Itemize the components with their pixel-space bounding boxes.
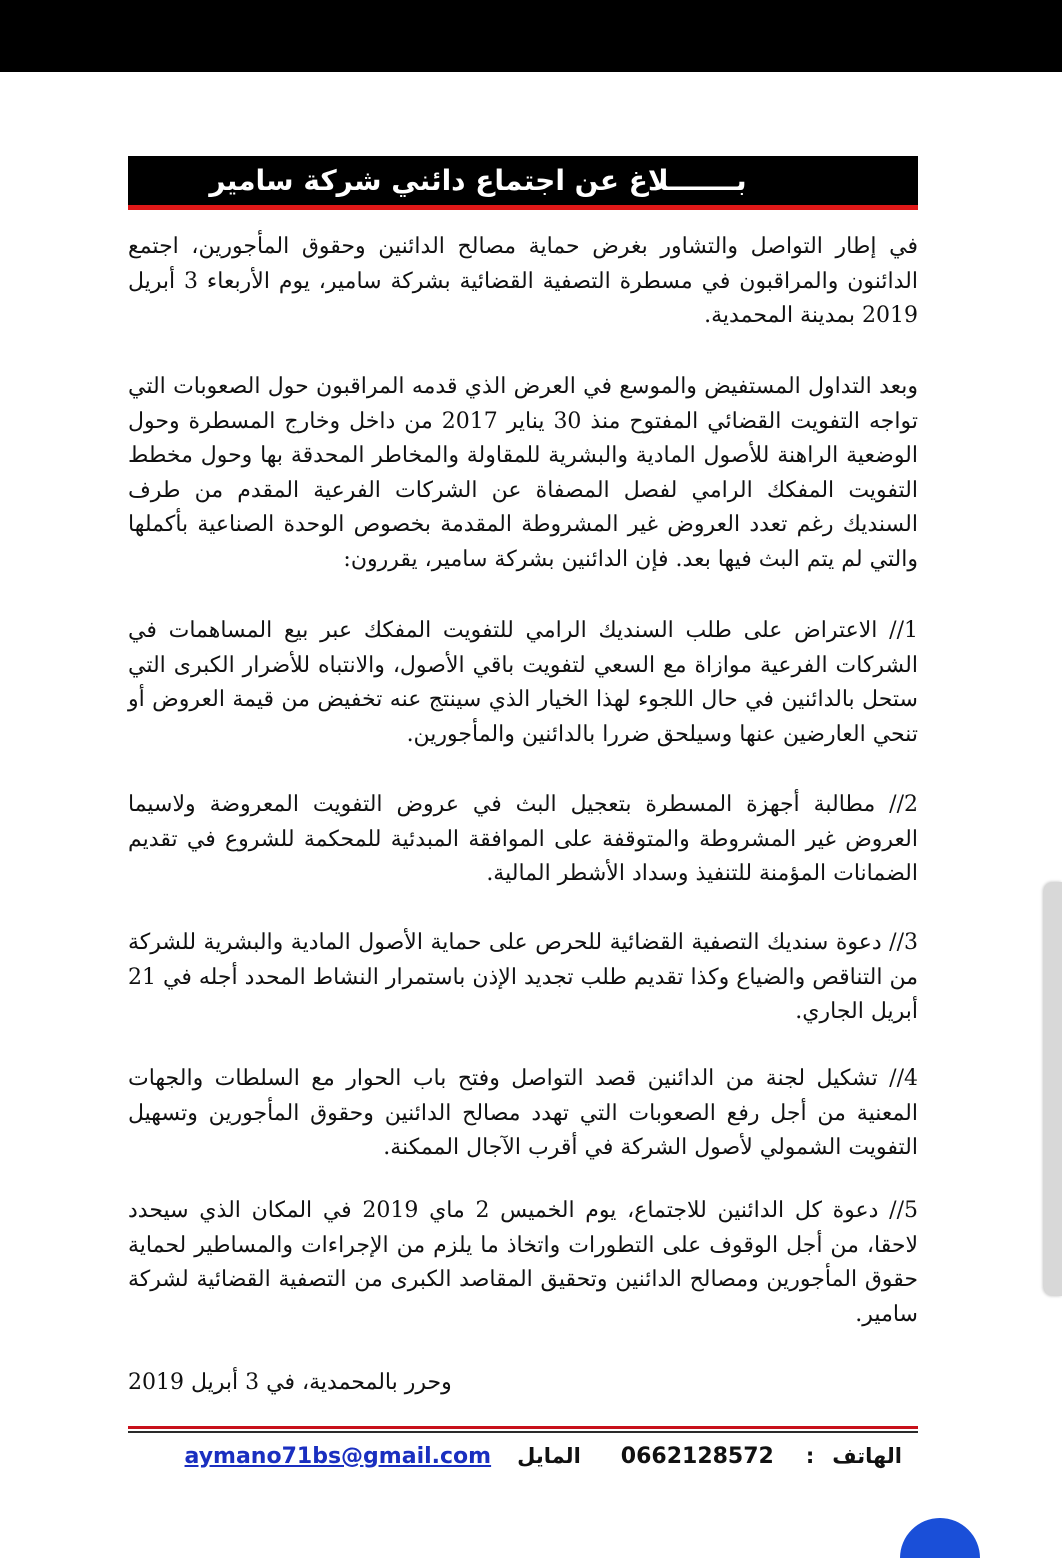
footer-divider [128,1426,918,1433]
paragraph-intro: في إطار التواصل والتشاور بغرض حماية مصالح الدائنين وحقوق المأجورين، اجتمع الدائنون والمراقبون في مسطرة التصفية القضائية بشركة سامير، يوم الأربعاء 3 أبريل 2019 بمدينة المحمدية. [128,234,918,328]
contact-footer [128,1436,918,1476]
document-title: بـــــــلاغ عن اجتماع دائني شركة سامير [209,164,747,197]
resolution-item-4: 4// تشكيل لجنة من الدائنين قصد التواصل وفتح باب الحوار مع السلطات والجهات المعنية من أجل رفع الصعوبات التي تهدد مصالح الدائنين وحقوق المأجورين وتسهيل التفويت الشمولي لأصول الشركة في أقرب الآجال الممكنة. [128,1066,918,1160]
resolution-item-2: 2// مطالبة أجهزة المسطرة بتعجيل البث في عروض التفويت المعروضة ولاسيما العروض غير المشروطة والمتوقفة على الموافقة المبدئية للمحكمة للشروع في تقديم الضمانات المؤمنة للتنفيذ وسداد الأشطر المالية. [128,792,918,886]
phone-label: الهاتف [832,1444,902,1468]
resolution-item-3: 3// دعوة سنديك التصفية القضائية للحرص على حماية الأصول المادية والبشرية للشركة من التناقص والضياع وكذا تقديم طلب تجديد الإذن باستمرار النشاط المحدد أجله في 21 أبريل الجاري. [128,930,918,1024]
status-bar [0,0,1062,72]
resolution-item-5: 5// دعوة كل الدائنين للاجتماع، يوم الخميس 2 ماي 2019 في المكان الذي سيحدد لاحقا، من أجل الوقوف على التطورات واتخاذ ما يلزم من الإجراءات والمساطير لحماية حقوق المأجورين ومصالح الدائنين وتحقيق المقاصد الكبرى من التصفية القضائية لشركة سامير. [128,1198,918,1327]
paragraph-deliberation: وبعد التداول المستفيض والموسع في العرض الذي قدمه المراقبون حول الصعوبات التي تواجه التفويت القضائي المفتوح منذ 30 يناير 2017 من داخل وخارج المسطرة وحول الوضعية الراهنة للأصول المادية والبشرية للمقاولة والمخاطر المحدقة بها وحول مخطط التفويت المفكك الرامي لفصل المصفاة عن الشركات الفرعية المقدم من طرف السنديك رغم تعدد العروض غير المشروطة المقدمة بخصوص الوحدة الصناعية بأكملها والتي لم يتم البث فيها بعد. فإن الدائنين بشركة سامير، يقررون: [128,374,918,572]
scrollbar-thumb[interactable] [1044,882,1062,1296]
title-banner [128,156,918,210]
resolution-item-1: 1// الاعتراض على طلب السنديك الرامي للتفويت المفكك عبر بيع المساهمات في الشركات الفرعية موازاة مع السعي لتفويت باقي الأصول، والانتباه للأضرار الكبرى التي ستحل بالدائنين في حال اللجوء لهذا الخيار الذي سينتج عنه تخفيض من قيمة العروض أو تنحي العارضين عنها وسيلحق ضررا بالدائنين والمأجورين. [128,618,918,747]
phone-number[interactable]: 0662128572 [620,1443,774,1469]
phone-colon: : [805,1444,815,1468]
email-label: المايل [517,1444,581,1468]
signoff-text: وحرر بالمحمدية، في 3 أبريل 2019 [128,1370,452,1395]
email-link[interactable]: aymano71bs@gmail.com [184,1443,492,1469]
signoff-line [128,1370,918,1395]
